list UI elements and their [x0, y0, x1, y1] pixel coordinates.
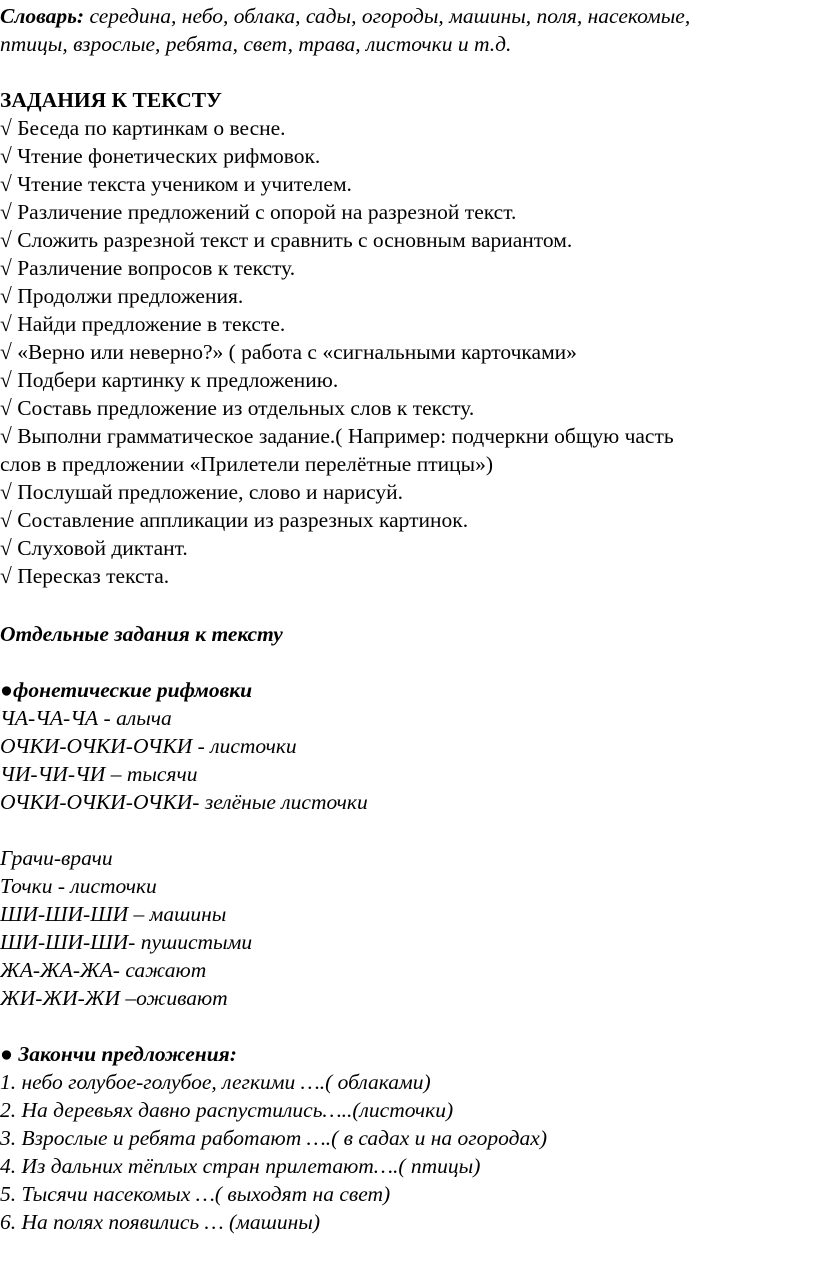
check-icon: √ [0, 340, 12, 364]
task-item-text: Продолжи предложения. [11, 284, 244, 308]
check-icon: √ [0, 536, 12, 560]
sentence-item: 6. На полях появились … (машины) [0, 1210, 321, 1234]
finish-sentences-heading: ● Закончи предложения: [0, 1042, 237, 1066]
task-item [0, 506, 468, 534]
task-item [0, 170, 352, 198]
task-item [0, 226, 572, 254]
check-icon: √ [0, 200, 12, 224]
sentence-item: 1. небо голубое-голубое, легкими ….( облаками) [0, 1070, 431, 1094]
task-item [0, 422, 674, 450]
check-icon: √ [0, 284, 12, 308]
task-item [0, 198, 516, 226]
check-icon: √ [0, 368, 12, 392]
task-item-text: Чтение текста учеником и учителем. [11, 172, 352, 196]
task-item [0, 310, 285, 338]
task-item [0, 478, 403, 506]
rhyme-line: ШИ-ШИ-ШИ – машины [0, 902, 227, 926]
rhyme-line: Точки - листочки [0, 874, 157, 898]
task-item-text: Сложить разрезной текст и сравнить с основным вариантом. [11, 228, 573, 252]
task-item [0, 394, 474, 422]
check-icon: √ [0, 424, 12, 448]
task-item-text: Составь предложение из отдельных слов к тексту. [11, 396, 475, 420]
rhyme-line: ЧИ-ЧИ-ЧИ – тысячи [0, 762, 198, 786]
check-icon: √ [0, 256, 12, 280]
task-item [0, 534, 188, 562]
vocabulary-words-2: птицы, взрослые, ребята, свет, трава, листочки и т.д. [0, 32, 512, 56]
task-item-text: «Верно или неверно?» ( работа с «сигнальными карточками» [11, 340, 577, 364]
check-icon: √ [0, 228, 12, 252]
rhymes-heading: ●фонетические рифмовки [0, 678, 253, 702]
vocabulary-line-1 [0, 2, 690, 30]
check-icon: √ [0, 144, 12, 168]
vocabulary-label: Словарь: [0, 4, 85, 28]
task-item-text: Беседа по картинкам о весне. [11, 116, 286, 140]
task-item [0, 254, 295, 282]
task-item-text: Составление аппликации из разрезных картинок. [11, 508, 469, 532]
check-icon: √ [0, 116, 12, 140]
sentence-item: 2. На деревьях давно распустились…..(листочки) [0, 1098, 454, 1122]
task-item-text: Подбери картинку к предложению. [11, 368, 339, 392]
task-item-text: Пересказ текста. [11, 564, 170, 588]
rhyme-line: ОЧКИ-ОЧКИ-ОЧКИ - листочки [0, 734, 297, 758]
vocabulary-words-1: середина, небо, облака, сады, огороды, машины, поля, насекомые, [84, 4, 691, 28]
sentence-item: 3. Взрослые и ребята работают ….( в садах и на огородах) [0, 1126, 547, 1150]
tasks-heading: ЗАДАНИЯ К ТЕКСТУ [0, 88, 222, 112]
task-item [0, 366, 338, 394]
task-item-text: Чтение фонетических рифмовок. [11, 144, 321, 168]
rhyme-line: ЖА-ЖА-ЖА- сажают [0, 958, 207, 982]
rhyme-line: ЖИ-ЖИ-ЖИ –оживают [0, 986, 228, 1010]
rhyme-line: ОЧКИ-ОЧКИ-ОЧКИ- зелёные листочки [0, 790, 368, 814]
task-item-text: Различение вопросов к тексту. [11, 256, 296, 280]
task-item-text: Слуховой диктант. [11, 536, 188, 560]
check-icon: √ [0, 312, 12, 336]
task-item [0, 142, 320, 170]
separate-tasks-heading: Отдельные задания к тексту [0, 622, 283, 646]
sentence-item: 4. Из дальних тёплых стран прилетают….( птицы) [0, 1154, 481, 1178]
task-item [0, 114, 286, 142]
check-icon: √ [0, 172, 12, 196]
task-item-text: Выполни грамматическое задание.( Например: подчеркни общую часть [11, 424, 674, 448]
task-item [0, 562, 169, 590]
rhyme-line: ЧА-ЧА-ЧА - алыча [0, 706, 172, 730]
task-item [0, 282, 243, 310]
task-item [0, 338, 577, 366]
rhyme-line: Грачи-врачи [0, 846, 113, 870]
check-icon: √ [0, 480, 12, 504]
task-item-text: Различение предложений с опорой на разрезной текст. [11, 200, 517, 224]
task-item-continuation: слов в предложении «Прилетели перелётные птицы») [0, 452, 493, 476]
task-item-text: Найди предложение в тексте. [11, 312, 286, 336]
sentence-item: 5. Тысячи насекомых …( выходят на свет) [0, 1182, 391, 1206]
rhyme-line: ШИ-ШИ-ШИ- пушистыми [0, 930, 253, 954]
check-icon: √ [0, 508, 12, 532]
task-item-text: Послушай предложение, слово и нарисуй. [11, 480, 404, 504]
check-icon: √ [0, 396, 12, 420]
check-icon: √ [0, 564, 12, 588]
